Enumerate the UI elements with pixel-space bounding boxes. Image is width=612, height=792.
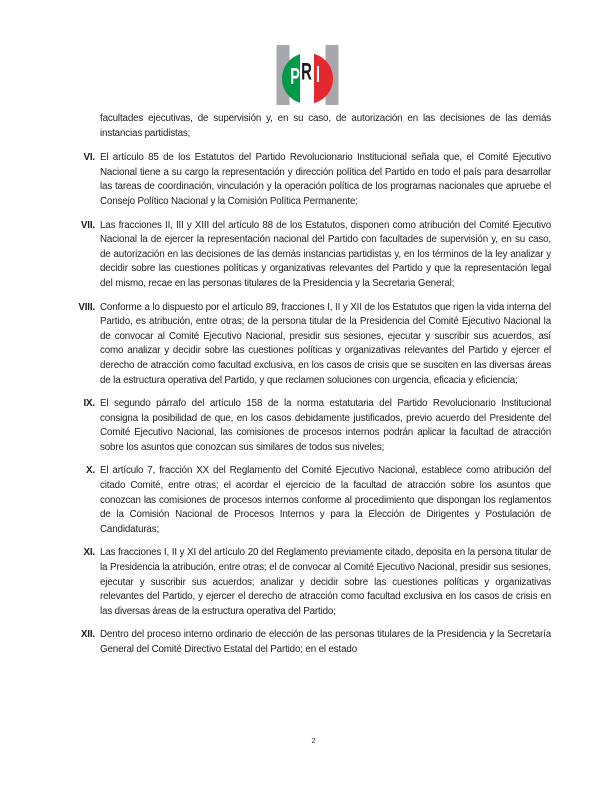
item-text: El segundo párrafo del artículo 158 de la norma estatutaria del Partido Revolucionario Institucional consigna la posibilidad de que, en los casos debidamente justificados, previo acuerdo del Presidente del Comité Ejecutivo Nacional, las comisiones de procesos internos podrán aplicar la facultad de atracción sobre los asuntos que conozcan sus similares de todos sus niveles; (100, 398, 551, 453)
logo-letter-i: I (316, 62, 320, 89)
item-text: Conforme a lo dispuesto por el artículo 89, fracciones I, II y XII de los Estatutos que rigen la vida interna del Partido, es atribución, entre otras; de la persona titular de la Presidencia del Comité Ejecutivo Nacional la de convocar al Comité Ejecutivo Nacional, presidir sus sesiones, ejecutar y suscribir sus acuerdos, así como analizar y decidir sobre las cuestiones políticas y organizativas relevantes del Partido y ejercer el derecho de atracción como facultad exclusiva, en los casos de crisis que se susciten en las diversas áreas de la estructura operativa del Partido, y que reclamen soluciones con urgencia, eficacia y eficiencia; (100, 301, 551, 386)
item-numeral: VII. (80, 219, 95, 231)
item-text: Dentro del proceso interno ordinario de elección de las personas titulares de la Presidencia y la Secretaría General del Comité Directivo Estatal del Partido; en el estado (100, 629, 551, 655)
item-numeral: XII. (80, 629, 95, 641)
pri-logo (276, 45, 339, 105)
item-text: El artículo 85 de los Estatutos del Partido Revolucionario Institucional señala que, el Comité Ejecutivo Nacional tiene a su cargo la representación y dirección política del Partido en todo el país para desarrollar las tareas de coordinación, vinculación y la operación política de los programas nacionales que apruebe el Consejo Político Nacional y la Comisión Política Permanente; (100, 152, 551, 207)
list-item (76, 219, 551, 292)
item-text: Las fracciones I, II y XI del artículo 20 del Reglamento previamente citado, deposita en la persona titular de la Presidencia la atribución, entre otras; el de convocar al Comité Ejecutivo Nacional, presidir sus sesiones, ejecutar y suscribir sus acuerdos; analizar y decidir sobre las cuestiones políticas y organizativas relevantes del Partido, y ejercer el derecho de atracción como facultad exclusiva en los casos de crisis en las diversas áreas de la estructura operativa del Partido; (100, 547, 551, 617)
list-item (76, 546, 551, 619)
item-numeral: X. (86, 465, 95, 477)
list-item (76, 628, 551, 657)
item-numeral: VI. (83, 152, 95, 164)
item-text: Las fracciones II, III y XIII del artículo 88 de los Estatutos, disponen como atribución del Comité Ejecutivo Nacional la de ejercer la representación nacional del Partido con facultades de supervisión y, en su caso, de autorización en las decisiones de las demás instancias partidistas y, en los términos de la ley analizar y decidir sobre las cuestiones políticas y organizativas relevantes del Partido y que la representación legal del mismo, recae en las personas titulares de la Presidencia y la Secretaria General; (100, 219, 551, 289)
item-numeral: VIII. (78, 301, 95, 313)
item-text: El artículo 7, fracción XX del Reglamento del Comité Ejecutivo Nacional, establece como atribución del citado Comité, entre otras; el acordar el ejercicio de la facultad de atracción sobre los asuntos que conozcan las comisiones de procesos internos conforme al procedimiento que dispongan los reglamentos de la Comisión Nacional de Procesos Internos y para la Elección de Dirigentes y Postulación de Candidaturas; (100, 465, 551, 535)
logo-letter-r: R (301, 59, 312, 86)
page-number: 2 (311, 738, 316, 745)
document-body (76, 112, 551, 667)
list-item (76, 301, 551, 389)
continuation-paragraph: facultades ejecutivas, de supervisión y, en su caso, de autorización en las decisiones de las demás instancias partidistas; (100, 113, 551, 139)
list-item (76, 151, 551, 209)
item-numeral: XI. (83, 547, 95, 559)
item-numeral: IX. (83, 398, 95, 410)
list-item (76, 397, 551, 455)
list-item (76, 464, 551, 537)
logo-letter-p: P (290, 64, 300, 91)
pri-logo-graphic (276, 45, 339, 105)
numbered-clauses-list (76, 151, 551, 657)
